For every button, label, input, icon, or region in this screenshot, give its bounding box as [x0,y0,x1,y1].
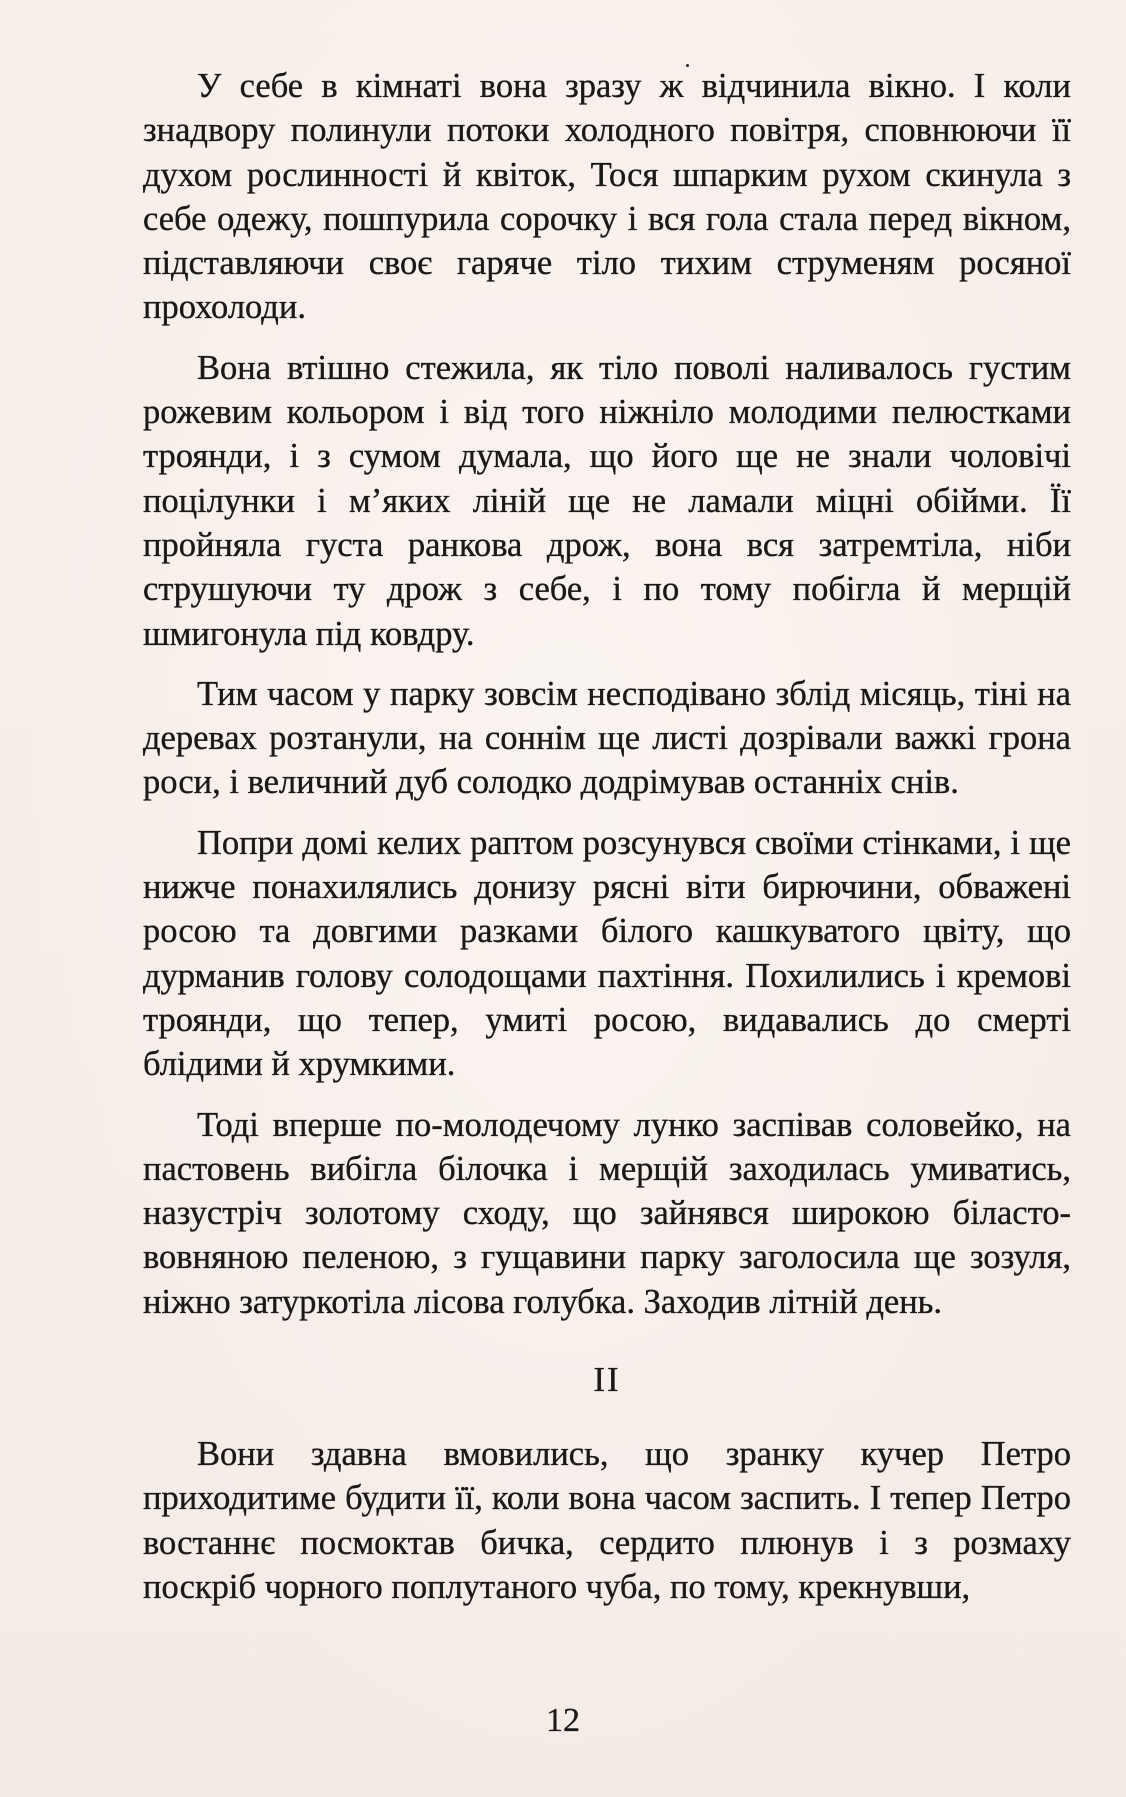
paragraph-5: Тоді вперше по-молодечому лунко заспівав соловейко, на пастовень вибігла білочка і мерщій заходилась умиватись, назустріч золотому сходу, що зайнявся широкою біласто-вовняною пеленою, з гущавини парку заголосила ще зозуля, ніжно затуркотіла лісова голубка. Заходив літній день. [143,1105,1071,1321]
page-body-text [143,64,1071,1625]
paragraph-1: У себе в кімнаті вона зразу ж відчинила вікно. І коли знадвору полинули потоки холодного повітря, сповнюючи її духом рослинності й квіток, Тося шпарким рухом скинула з себе одежу, пошпурила сорочку і вся гола стала перед вікном, підставляючи своє гаряче тіло тихим струменям росяної прохолоди. [143,67,1071,327]
paragraph-4: Попри домі келих раптом розсунувся своїми стінками, і ще нижче понахилялись донизу рясні віти бирючини, обважені росою та довгими разками білого кашкуватого цвіту, що дурманив голову солодощами пахтіння. Похилились і кремові троянди, що тепер, умиті росою, видавались до смерті блідими й хрумкими. [143,823,1071,1084]
page-number: 12 [546,1702,580,1739]
paragraph-3: Тим часом у парку зовсім несподівано зблід місяць, тіні на деревах розтанули, на соннім ще листі дозрівали важкі грона роси, і величний дуб солодко додрімував останніх снів. [143,674,1071,802]
section-heading: II [593,1360,621,1400]
paragraph-6: Вони здавна вмовились, що зранку кучер Петро приходитиме будити її, коли вона часом заспить. І тепер Петро востаннє посмоктав бичка, сердито плюнув і з розмаху поскріб чорного поплутаного чуба, по тому, крекнувши, [143,1435,1071,1606]
paragraph-2: Вона втішно стежила, як тіло поволі наливалось густим рожевим кольором і від того ніжніло молодими пелюстками троянди, і з сумом думала, що його ще не знали чоловічі поцілунки і м’яких ліній ще не ламали міцні обійми. Її пройняла густа ранкова дрож, вона вся затремтіла, ніби струшуючи ту дрож з себе, і по тому побігла й мерщій шмигонула під ковдру. [143,348,1071,653]
